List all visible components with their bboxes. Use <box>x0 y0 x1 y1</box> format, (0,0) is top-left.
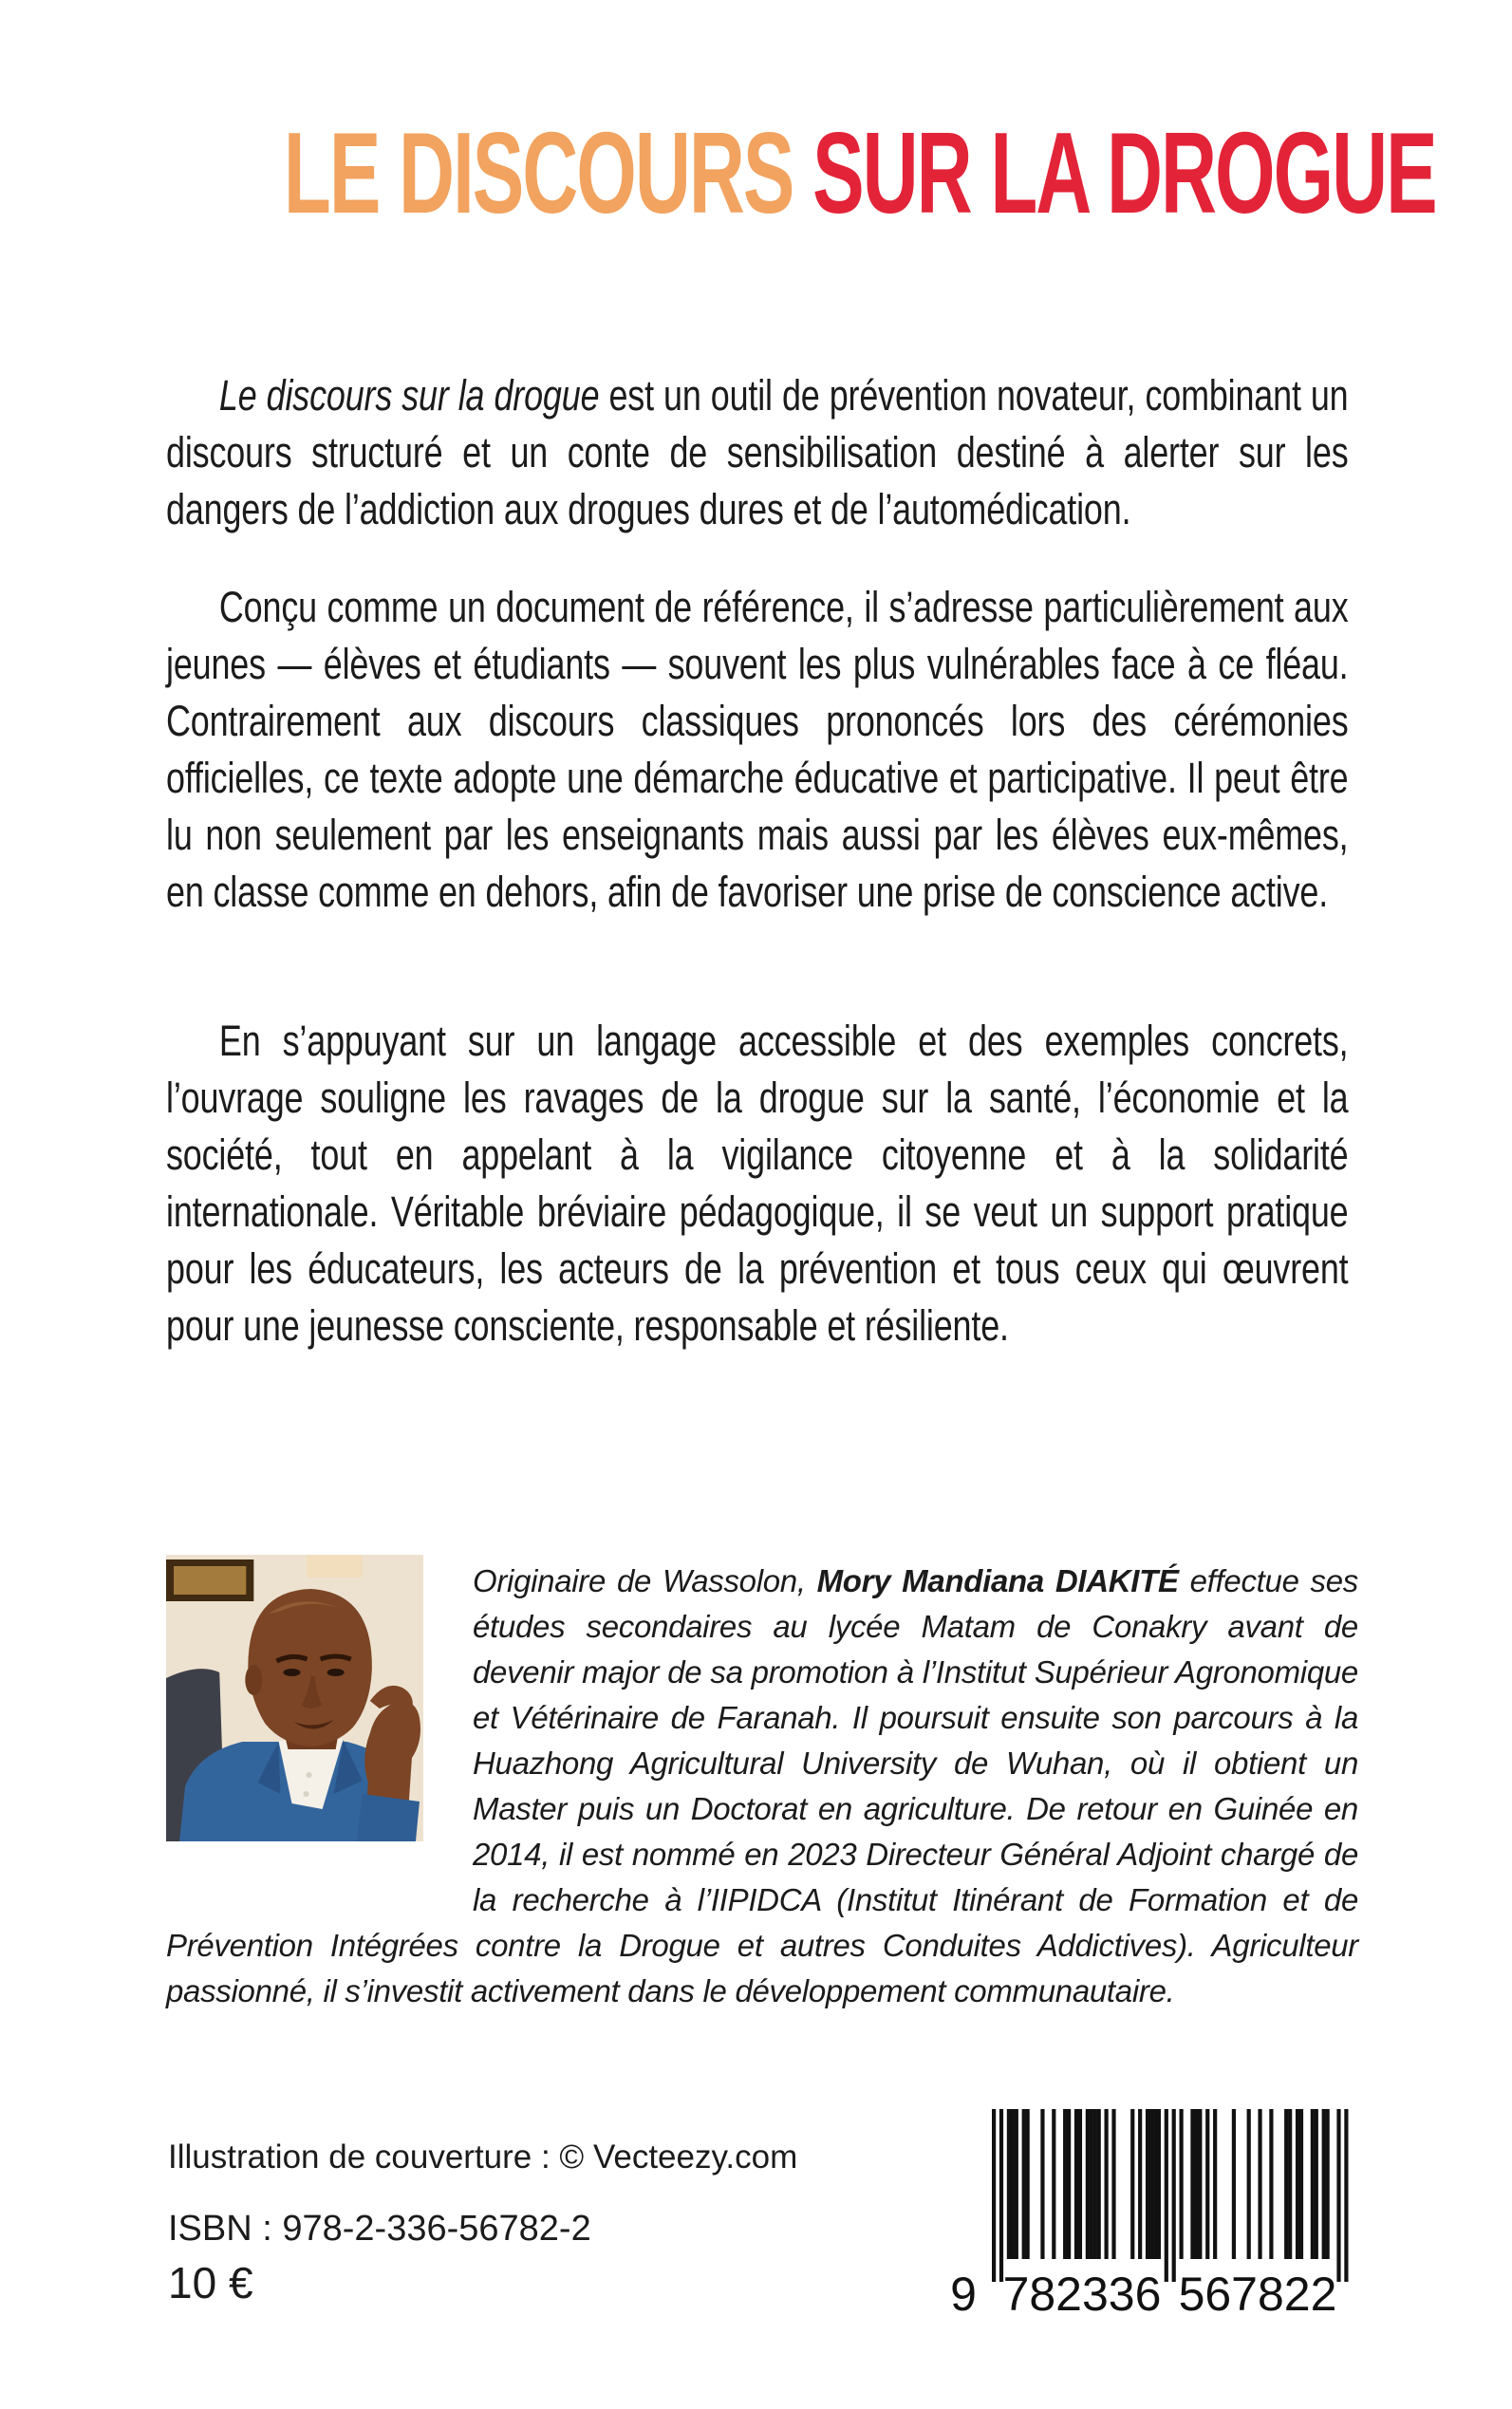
barcode-digits-right: 567822 <box>1178 2268 1337 2321</box>
barcode-bars <box>992 2109 1349 2282</box>
author-bio <box>166 1555 1358 2014</box>
barcode-digits-left: 782336 <box>1002 2268 1162 2321</box>
illustration-credit: Illustration de couverture : © Vecteezy.com <box>168 2138 798 2176</box>
title-part-accent: SUR LA DROGUE <box>812 108 1436 237</box>
book-title-text <box>284 106 1436 239</box>
title-part-lead: LE DISCOURS <box>283 108 793 237</box>
synopsis-paragraph-1 <box>166 367 1349 538</box>
isbn-text: ISBN : 978-2-336-56782-2 <box>168 2209 591 2249</box>
author-name: Mory Mandiana DIAKITÉ <box>816 1563 1179 1598</box>
inline-book-title: Le discours sur la drogue <box>218 371 600 420</box>
barcode <box>935 2109 1353 2325</box>
synopsis-paragraph-2: Conçu comme un document de référence, il s’adresse particulièrement aux jeunes — élèves et étudiants — souvent les plus vulnérables face à ce fléau. Contrairement aux discours classiques prononcés lors des cérémonies officielles, ce texte adopte une démarche éducative et participative. Il peut être lu non seulement par les enseignants mais aussi par les élèves eux-mêmes, en classe comme en dehors, afin de favoriser une prise de conscience active. <box>166 583 1349 916</box>
bio-intro: Originaire de Wassolon, <box>473 1563 817 1598</box>
bio-rest: effectue ses études secondaires au lycée Matam de Conakry avant de devenir major de sa promotion à l’Institut Supérieur Agronomique et Vétérinaire de Faranah. Il poursuit ensuite son parcours à la Huazhong Agricultural University de Wuhan, où il obtient un Master puis un Doctorat en agriculture. De retour en Guinée en 2014, il est nommé en 2023 Directeur Général Adjoint chargé de la recherche à l’IIPIDCA (Institut Itinérant de Formation et de Prévention Intégrées contre la Drogue et autres Conduites Addictives). Agriculteur passionné, il s’investit activement dans le développement communautaire. <box>166 1563 1358 2008</box>
head <box>248 1589 372 1746</box>
book-title <box>0 106 1512 239</box>
price-text: 10 € <box>168 2258 253 2307</box>
synopsis-paragraph-3: En s’appuyant sur un langage accessible et des exemples concrets, l’ouvrage souligne les ravages de la drogue sur la santé, l’économie et la société, tout en appelant à la vigilance citoyenne et à la solidarité internationale. Véritable bréviaire pédagogique, il se veut un support pratique pour les éducateurs, les acteurs de la prévention et tous ceux qui œuvrent pour une jeunesse consciente, responsable et résiliente. <box>166 1017 1349 1350</box>
author-photo <box>166 1555 423 1841</box>
barcode-digit-first: 9 <box>950 2268 977 2321</box>
synopsis-p1-text: est un outil de prévention novateur, combinant un discours structuré et un conte de sensibilisation destiné à alerter sur les dangers de l’addiction aux drogues dures et de l’automédication. <box>166 371 1349 533</box>
